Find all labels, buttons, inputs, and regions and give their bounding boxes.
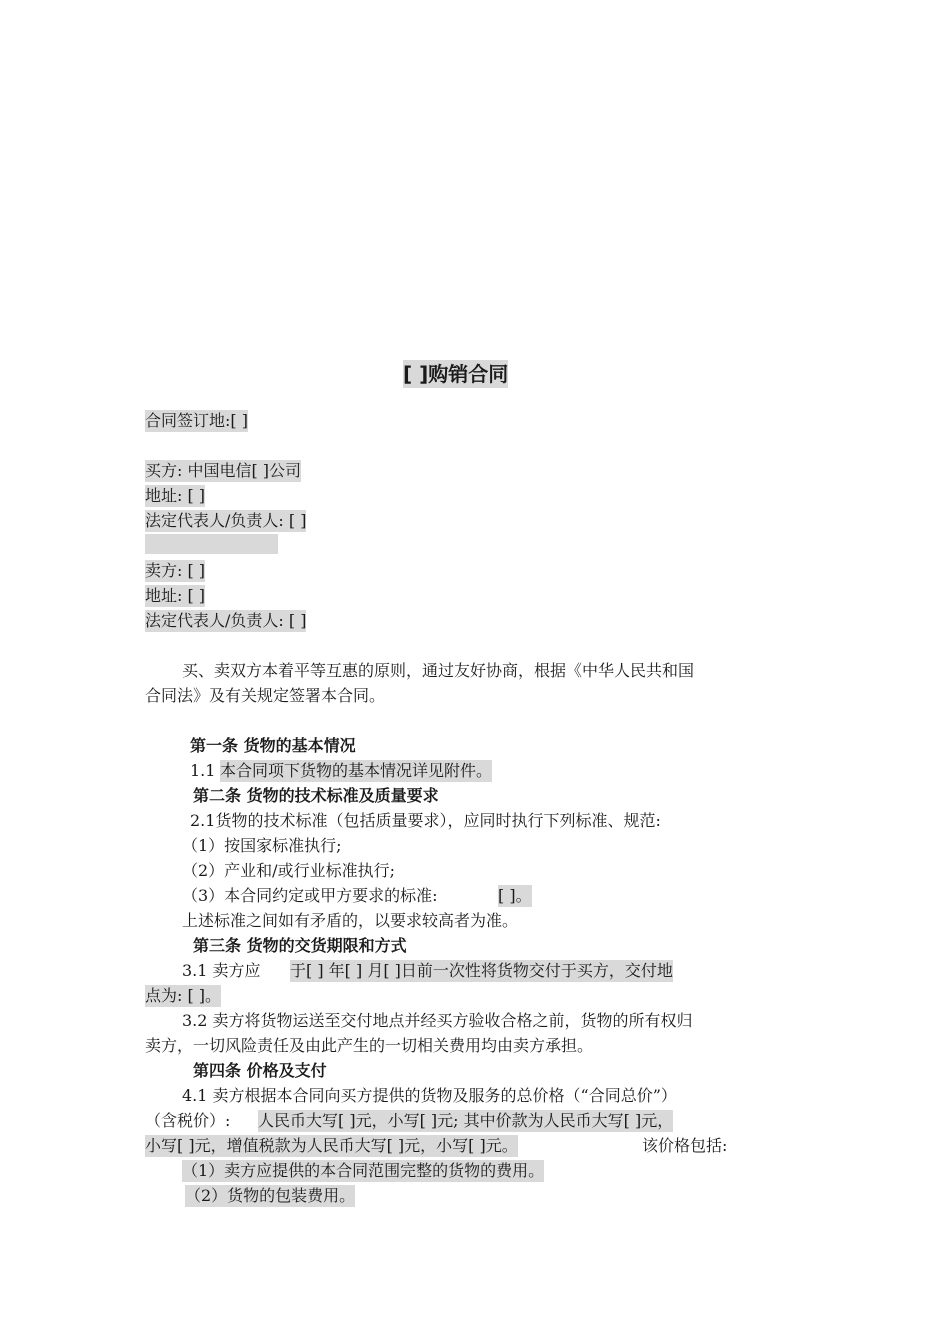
clause-2-1: 2.1货物的技术标准（包括质量要求），应同时执行下列标准、规范:	[190, 811, 661, 830]
sign-place: 合同签订地:[ ]	[145, 411, 248, 430]
clause-4-item-1: （1）卖方应提供的本合同范围完整的货物的费用。	[182, 1161, 545, 1180]
seller-address: 地址: [ ]	[145, 586, 206, 605]
seller-name: 卖方: [ ]	[145, 561, 206, 580]
clause-4-1-amounts: 小写[ ]元，增值税款为人民币大写[ ]元，小写[ ]元。	[145, 1136, 518, 1155]
seller-representative: 法定代表人/负责人: [ ]	[145, 611, 307, 630]
clause-2-item-2: （2）产业和/或行业标准执行;	[182, 861, 395, 880]
contract-title: [ ]购销合同	[403, 362, 509, 386]
blank-field	[145, 534, 278, 554]
clause-2-item-3-blank: [ ]。	[498, 886, 532, 905]
clause-2-item-1: （1）按国家标准执行;	[182, 836, 342, 855]
article-1-heading: 第一条 货物的基本情况	[190, 736, 356, 755]
article-2-heading: 第二条 货物的技术标准及质量要求	[193, 786, 439, 805]
clause-3-1-lead: 3.1 卖方应	[182, 961, 261, 980]
clause-3-1-text: 于[ ] 年[ ] 月[ ]日前一次性将货物交付于买方，交付地	[290, 961, 673, 980]
clause-4-item-2: （2）货物的包装费用。	[185, 1186, 356, 1205]
clause-4-1-tax-label: （含税价）:	[145, 1111, 231, 1130]
clause-1-1-text: 本合同项下货物的基本情况详见附件。	[220, 761, 493, 780]
buyer-address: 地址: [ ]	[145, 486, 206, 505]
clause-4-1-price-text: 人民币大写[ ]元，小写[ ]元; 其中价款为人民币大写[ ]元，	[258, 1111, 674, 1130]
article-4-heading: 第四条 价格及支付	[193, 1061, 327, 1080]
article-3-heading: 第三条 货物的交货期限和方式	[193, 936, 407, 955]
buyer-name: 买方: 中国电信[ ]公司	[145, 461, 302, 480]
clause-3-2-line-2: 卖方，一切风险责任及由此产生的一切相关费用均由卖方承担。	[145, 1036, 594, 1055]
intro-line-2: 合同法》及有关规定签署本合同。	[145, 686, 386, 705]
buyer-representative: 法定代表人/负责人: [ ]	[145, 511, 307, 530]
intro-line-1: 买、卖双方本着平等互惠的原则，通过友好协商，根据《中华人民共和国	[182, 661, 695, 680]
clause-4-1-includes: 该价格包括:	[642, 1136, 728, 1155]
clause-3-2-line-1: 3.2 卖方将货物运送至交付地点并经买方验收合格之前，货物的所有权归	[182, 1011, 693, 1030]
clause-4-1-line-1: 4.1 卖方根据本合同向买方提供的货物及服务的总价格（“合同总价”）	[182, 1086, 677, 1105]
clause-3-1-place: 点为: [ ]。	[145, 986, 222, 1005]
clause-2-note: 上述标准之间如有矛盾的，以要求较高者为准。	[182, 911, 519, 930]
clause-1-1-number: 1.1	[190, 761, 216, 780]
clause-2-item-3: （3）本合同约定或甲方要求的标准:	[182, 886, 438, 905]
